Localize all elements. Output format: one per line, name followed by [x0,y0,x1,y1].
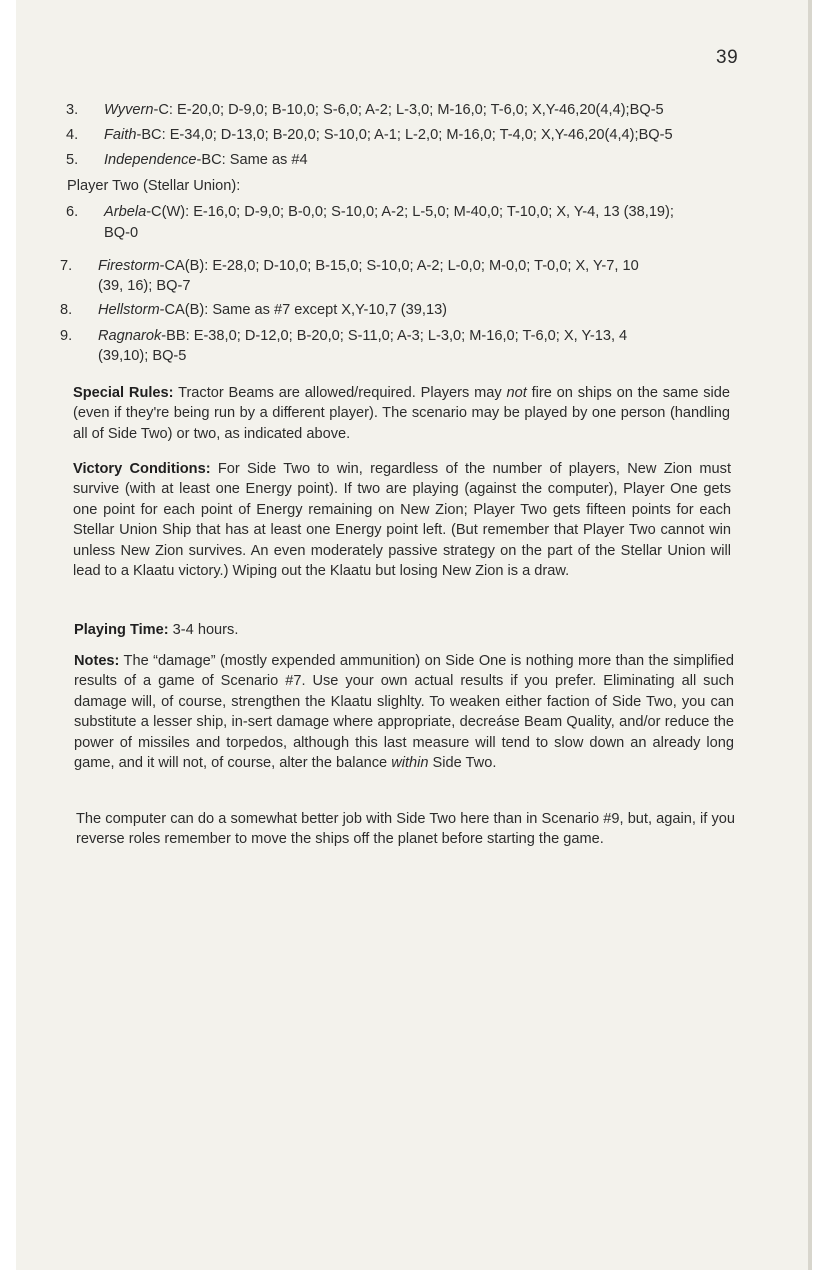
page-number: 39 [716,47,739,68]
list-item [104,100,664,120]
paragraph-text: Tractor Beams are allowed/required. Players may [173,385,507,401]
section-label: Notes: [74,653,120,669]
section-label: Playing Time: [74,622,169,638]
list-item [104,125,673,145]
list-item-number: 9. [60,328,73,344]
emphasis-text: within [391,755,429,772]
ship-name: Firestorm [98,258,160,274]
ship-stats: -BC: Same as #4 [196,152,308,168]
ship-name: Faith [104,127,137,143]
paragraph-text: 3-4 hours. [168,622,239,638]
list-item-number: 3. [66,102,79,118]
closing-paragraph: The computer can do a somewhat better job with Side Two here than in Scenario #9, but, again, if you reverse roles remember to move the ships off the planet before starting the game. [76,811,735,848]
ship-name: Hellstorm [98,302,160,318]
list-item [98,300,447,320]
section-label: Victory Conditions: [73,461,211,477]
list-item [98,256,639,276]
section-label: Special Rules: [73,385,174,401]
list-item-number: 6. [66,204,79,220]
special-rules-paragraph [73,383,730,444]
list-item-number: 5. [66,152,79,168]
ship-stats: -CA(B): Same as #7 except X,Y-10,7 (39,13) [159,302,448,318]
list-item-continuation: BQ-0 [104,225,139,241]
list-item [104,202,674,222]
list-item [98,326,627,346]
emphasis-text: not [506,385,527,401]
book-page [16,0,812,1270]
notes-paragraph [74,651,734,773]
ship-name: Arbela [104,204,147,220]
paragraph-text: For Side Two to win, regardless of the number of players, New Zion must survive (with at least one Energy point). If two are playing (against the computer), Player One gets one point for each point of Energy remaining on New Zion; Player Two gets fifteen points for each Stellar Union Ship that has at least one Energy point left. (But remember that Player Two cannot win unless New Zion survives. An even moderately passive strategy on the part of the Stellar Union will lead to a Klaatu victory.) Wiping out the Klaatu but losing New Zion is a draw. [73,461,732,580]
paragraph-text: Side Two. [428,755,497,772]
list-item-number: 7. [60,258,73,274]
list-item-number: 8. [60,302,73,318]
ship-stats: -CA(B): E-28,0; D-10,0; B-15,0; S-10,0; A-2; L-0,0; M-0,0; T-0,0; X, Y-7, 10 [159,258,639,274]
ship-name: Wyvern [104,102,154,118]
list-item-number: 4. [66,127,79,143]
list-item-continuation: (39,10); BQ-5 [98,348,187,364]
paragraph-text: The “damage” (mostly expended ammunition) on Side One is nothing more than the simplified results of a game of Scenario #7. Use your own actual results if you prefer. Eliminating all such damage will, of course, strengthen the Klaatu slighlty. To weaken either faction of Side Two, you can substitute a lesser ship, in-sert damage where appropriate, decreáse Beam Quality, and/or reduce the power of missiles and torpedos, although this last measure will tend to slow down an already long game, and it will not, of course, alter the balance [74,653,734,772]
paragraph-text: fire on ships on the same side (even if they're being run by a different player). The scenario may be played by one person (handling all of Side Two) or two, as indicated above. [73,385,731,442]
playing-time-paragraph [74,620,732,640]
victory-conditions-paragraph [73,459,731,581]
ship-stats: -BB: E-38,0; D-12,0; B-20,0; S-11,0; A-3; L-3,0; M-16,0; T-6,0; X, Y-13, 4 [161,328,628,344]
list-item-continuation: (39, 16); BQ-7 [98,278,191,294]
ship-stats: -C(W): E-16,0; D-9,0; B-0,0; S-10,0; A-2; L-5,0; M-40,0; T-10,0; X, Y-4, 13 (38,19); [146,204,674,220]
ship-stats: -C: E-20,0; D-9,0; B-10,0; S-6,0; A-2; L-3,0; M-16,0; T-6,0; X,Y-46,20(4,4);BQ-5 [153,102,664,118]
list-item [104,150,308,170]
ship-name: Ragnarok [98,328,162,344]
ship-stats: -BC: E-34,0; D-13,0; B-20,0; S-10,0; A-1; L-2,0; M-16,0; T-4,0; X,Y-46,20(4,4);BQ-5 [136,127,673,143]
player-two-heading: Player Two (Stellar Union): [67,178,241,194]
ship-name: Independence [104,152,197,168]
page-edge [808,0,812,1270]
